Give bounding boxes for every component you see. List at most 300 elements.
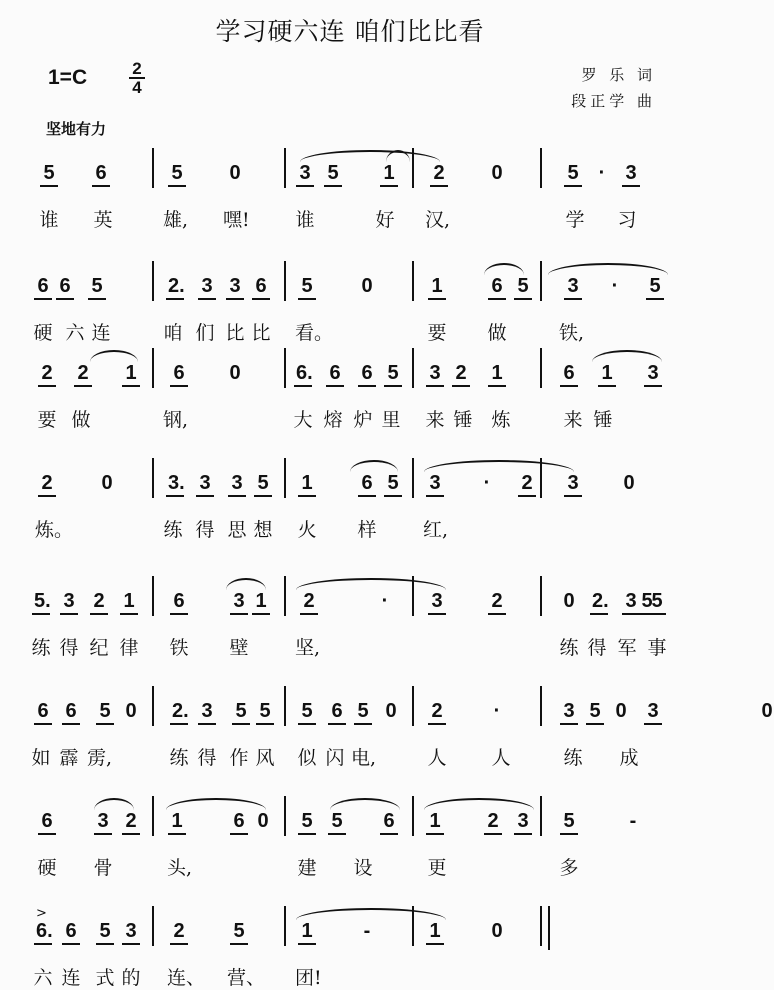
note-underline	[428, 298, 446, 300]
tempo-marking: 坚地有力	[46, 120, 107, 138]
note-underline	[254, 495, 272, 497]
note-underline	[252, 613, 270, 615]
note: 6	[563, 362, 575, 384]
barline	[284, 348, 286, 388]
note: 0	[361, 275, 373, 297]
note: 1	[171, 810, 183, 832]
note-underline	[38, 385, 56, 387]
lyric: 想	[253, 519, 273, 541]
lyric: 壁	[229, 637, 249, 659]
note: 2	[455, 362, 467, 384]
lyric: 练	[563, 747, 583, 769]
note: 0	[229, 162, 241, 184]
note: 3	[233, 590, 245, 612]
lyric: 六	[33, 967, 53, 989]
note: 0	[101, 472, 113, 494]
note: 1	[429, 810, 441, 832]
lyric: 六	[65, 322, 85, 344]
lyric: 得	[587, 637, 607, 659]
note-underline	[298, 833, 316, 835]
barline	[412, 458, 414, 498]
lyricist-credit: 罗 乐 词	[581, 66, 656, 84]
barline	[152, 348, 154, 388]
note-underline	[326, 385, 344, 387]
lyric: 来	[425, 409, 445, 431]
barline	[152, 686, 154, 726]
note: 6	[59, 275, 71, 297]
lyric: 比	[251, 322, 271, 344]
lyric: 霹	[59, 747, 79, 769]
barline	[284, 796, 286, 836]
lyric: 似	[297, 747, 317, 769]
note: 3	[63, 590, 75, 612]
lyric: 骨	[93, 857, 113, 879]
note-underline	[560, 833, 578, 835]
note-underline	[298, 723, 316, 725]
lyric: 团!	[295, 967, 322, 989]
barline	[152, 458, 154, 498]
note: 2	[303, 590, 315, 612]
lyric: 锤	[593, 409, 613, 431]
note: ·	[483, 472, 491, 494]
note: ·	[611, 275, 619, 297]
note: 5	[589, 700, 601, 722]
note-underline	[230, 613, 248, 615]
lyric: 炼	[491, 409, 511, 431]
note: 1	[383, 162, 395, 184]
note-underline	[34, 723, 52, 725]
lyric: 钢,	[163, 409, 189, 431]
note: 6	[173, 590, 185, 612]
lyric: 闪	[325, 747, 345, 769]
note: 3	[229, 275, 241, 297]
slur-arc	[90, 350, 138, 362]
note: ·	[598, 162, 606, 184]
lyric: 炼。	[35, 519, 74, 541]
note: 5	[567, 162, 579, 184]
lyric: 看。	[295, 322, 334, 344]
composer-credit: 段正学 曲	[571, 92, 656, 110]
lyric: 做	[487, 322, 507, 344]
note-underline	[88, 298, 106, 300]
note: 0	[761, 700, 773, 722]
lyric: 们	[195, 322, 215, 344]
note-underline	[586, 723, 604, 725]
note: 0	[229, 362, 241, 384]
note: 3	[625, 162, 637, 184]
note: 5	[99, 700, 111, 722]
note: 5	[517, 275, 529, 297]
barline	[284, 261, 286, 301]
note: 2	[173, 920, 185, 942]
note: 5	[387, 362, 399, 384]
note: 6	[329, 362, 341, 384]
lyric: 比	[225, 322, 245, 344]
lyric: 事	[647, 637, 667, 659]
note-underline	[296, 185, 314, 187]
note-underline	[646, 298, 664, 300]
note-underline	[384, 495, 402, 497]
note: 6	[173, 362, 185, 384]
barline	[548, 906, 550, 950]
note: 2.	[168, 275, 185, 297]
note: 0	[615, 700, 627, 722]
note-underline	[96, 723, 114, 725]
lyric: 谁	[295, 209, 315, 231]
slur-arc	[424, 798, 534, 810]
accent-mark: >	[36, 906, 47, 921]
note-underline	[252, 298, 270, 300]
note: 0	[385, 700, 397, 722]
note: 0	[491, 162, 503, 184]
note-underline	[426, 833, 444, 835]
lyric: 习	[617, 209, 637, 231]
barline	[412, 348, 414, 388]
note: 3	[231, 472, 243, 494]
lyric: 连	[91, 322, 111, 344]
note-underline	[230, 833, 248, 835]
note: 5	[171, 162, 183, 184]
note-underline	[564, 495, 582, 497]
lyric: 练	[559, 637, 579, 659]
note-underline	[384, 385, 402, 387]
note: 0	[563, 590, 575, 612]
lyric: 样	[357, 519, 377, 541]
note-underline	[380, 833, 398, 835]
note: 3	[625, 590, 637, 612]
barline	[284, 458, 286, 498]
lyric: 思	[227, 519, 247, 541]
lyric: 如	[31, 747, 51, 769]
lyric: 建	[297, 857, 317, 879]
note-underline	[514, 298, 532, 300]
note: 2	[93, 590, 105, 612]
lyric: 作	[229, 747, 249, 769]
note-underline	[90, 613, 108, 615]
note-underline	[170, 385, 188, 387]
note: ·	[381, 590, 389, 612]
lyric: 英	[93, 209, 113, 231]
note: 3	[647, 362, 659, 384]
note: 3	[431, 590, 443, 612]
lyric: 练	[31, 637, 51, 659]
note-underline	[38, 495, 56, 497]
slur-arc	[296, 578, 446, 590]
note: 6	[233, 810, 245, 832]
lyric: 坚,	[295, 637, 321, 659]
lyric: 大	[293, 409, 313, 431]
lyric: 铁	[169, 637, 189, 659]
note: 5	[301, 275, 313, 297]
note: 1	[301, 472, 313, 494]
time-signature	[128, 60, 146, 96]
lyric: 纪	[89, 637, 109, 659]
note-underline	[380, 185, 398, 187]
barline	[284, 906, 286, 946]
slur-arc	[296, 908, 446, 920]
lyric: 来	[563, 409, 583, 431]
slur-arc	[300, 150, 440, 162]
slur-arc	[592, 350, 662, 362]
note-underline	[94, 833, 112, 835]
note: 6	[491, 275, 503, 297]
note: 3	[429, 362, 441, 384]
time-signature-top: 2	[132, 59, 142, 78]
note-underline	[170, 613, 188, 615]
note-underline	[198, 723, 216, 725]
note: 6	[331, 700, 343, 722]
note: 2	[433, 162, 445, 184]
lyric: 谁	[39, 209, 59, 231]
lyric: 人	[491, 747, 511, 769]
note: 5	[357, 700, 369, 722]
lyric: 风	[255, 747, 275, 769]
lyric: 要	[427, 322, 447, 344]
note-underline	[62, 723, 80, 725]
note-underline	[120, 613, 138, 615]
note: 6.	[36, 920, 53, 942]
note: 3	[201, 275, 213, 297]
note-underline	[168, 833, 186, 835]
barline	[540, 576, 542, 616]
note-underline	[428, 723, 446, 725]
note-underline	[74, 385, 92, 387]
barline	[540, 261, 542, 301]
note-underline	[518, 495, 536, 497]
lyric: 设	[353, 857, 373, 879]
lyric: 连	[61, 967, 81, 989]
note-underline	[590, 613, 608, 615]
lyric: 学	[565, 209, 585, 231]
note: 5	[233, 920, 245, 942]
note-underline	[428, 613, 446, 615]
note: 3	[299, 162, 311, 184]
note-underline	[564, 185, 582, 187]
note: 5	[641, 590, 653, 612]
note-underline	[514, 833, 532, 835]
note: 6	[95, 162, 107, 184]
note: 5	[651, 590, 663, 612]
note: 3	[517, 810, 529, 832]
lyric: 熔	[323, 409, 343, 431]
note: 5	[235, 700, 247, 722]
lyric: 多	[559, 857, 579, 879]
note: 3	[647, 700, 659, 722]
note: 2.	[592, 590, 609, 612]
note-underline	[560, 385, 578, 387]
lyric: 得	[197, 747, 217, 769]
note: 1	[301, 920, 313, 942]
slur-arc	[424, 460, 574, 472]
note: 1	[429, 920, 441, 942]
note: -	[363, 920, 371, 942]
note-underline	[298, 943, 316, 945]
key-signature: 1=C	[48, 66, 88, 89]
note-underline	[564, 298, 582, 300]
barline	[152, 576, 154, 616]
lyric: 要	[37, 409, 57, 431]
slur-arc	[226, 578, 266, 590]
time-signature-bottom: 4	[132, 78, 142, 97]
lyric: 嘿!	[223, 209, 250, 231]
note-underline	[230, 943, 248, 945]
note-underline	[170, 723, 188, 725]
lyric: 律	[119, 637, 139, 659]
slur-arc	[548, 263, 668, 275]
note-underline	[196, 495, 214, 497]
lyric: 硬	[37, 857, 57, 879]
note-underline	[622, 185, 640, 187]
note-underline	[122, 943, 140, 945]
note: 1	[491, 362, 503, 384]
note: 2	[521, 472, 533, 494]
note: 5	[563, 810, 575, 832]
lyric: 锤	[453, 409, 473, 431]
note: 1	[431, 275, 443, 297]
note-underline	[168, 185, 186, 187]
note-underline	[38, 833, 56, 835]
lyric: 咱	[163, 322, 183, 344]
lyric: 雳,	[87, 747, 113, 769]
barline	[412, 796, 414, 836]
note: 5	[301, 700, 313, 722]
barline	[540, 148, 542, 188]
note-underline	[644, 385, 662, 387]
note: 6	[361, 362, 373, 384]
lyric: 炉	[353, 409, 373, 431]
note-underline	[56, 298, 74, 300]
lyric: 成	[619, 747, 639, 769]
note: 5	[43, 162, 55, 184]
note: 2.	[172, 700, 189, 722]
lyric: 更	[427, 857, 447, 879]
barline	[152, 148, 154, 188]
lyric: 得	[59, 637, 79, 659]
note: 2	[491, 590, 503, 612]
note: 6	[37, 700, 49, 722]
note: 1	[123, 590, 135, 612]
note-underline	[358, 495, 376, 497]
lyric: 练	[169, 747, 189, 769]
barline	[284, 576, 286, 616]
barline	[540, 686, 542, 726]
note: 2	[431, 700, 443, 722]
note-underline	[638, 613, 656, 615]
note: 0	[623, 472, 635, 494]
song-title: 学习硬六连 咱们比比看	[215, 17, 485, 46]
slur-arc	[484, 263, 524, 275]
lyric: 红,	[423, 519, 449, 541]
note-underline	[452, 385, 470, 387]
note: 5	[327, 162, 339, 184]
note: 0	[125, 700, 137, 722]
note: 1	[601, 362, 613, 384]
note: 6.	[296, 362, 313, 384]
note-underline	[198, 298, 216, 300]
note: 5	[259, 700, 271, 722]
note: 6	[37, 275, 49, 297]
note: 2	[487, 810, 499, 832]
note: 3	[97, 810, 109, 832]
note-underline	[644, 723, 662, 725]
note-underline	[294, 385, 312, 387]
note-underline	[232, 723, 250, 725]
note-underline	[62, 943, 80, 945]
note-underline	[484, 833, 502, 835]
slur-arc	[94, 798, 134, 810]
note: 3	[567, 275, 579, 297]
lyric: 里	[381, 409, 401, 431]
note-underline	[228, 495, 246, 497]
note-underline	[34, 943, 52, 945]
note-underline	[166, 495, 184, 497]
barline	[540, 796, 542, 836]
lyric: 汉,	[425, 209, 451, 231]
note-underline	[92, 185, 110, 187]
note: 5	[331, 810, 343, 832]
barline	[540, 906, 542, 946]
barline	[284, 686, 286, 726]
lyric: 电,	[351, 747, 377, 769]
note: 3	[567, 472, 579, 494]
note-underline	[298, 298, 316, 300]
note-underline	[32, 613, 50, 615]
lyric: 得	[195, 519, 215, 541]
slur-arc	[350, 460, 398, 472]
note: 2	[41, 472, 53, 494]
note: ·	[493, 700, 501, 722]
note-underline	[300, 613, 318, 615]
note-underline	[488, 613, 506, 615]
note: 3	[563, 700, 575, 722]
barline	[412, 686, 414, 726]
lyric: 做	[71, 409, 91, 431]
note: 6	[361, 472, 373, 494]
note-underline	[60, 613, 78, 615]
note: 0	[491, 920, 503, 942]
barline	[152, 261, 154, 301]
note-underline	[430, 185, 448, 187]
note-underline	[598, 385, 616, 387]
note: 2	[41, 362, 53, 384]
lyric: 的	[121, 967, 141, 989]
note: 3	[429, 472, 441, 494]
note-underline	[426, 943, 444, 945]
note: 6	[65, 920, 77, 942]
slur-arc	[330, 798, 400, 810]
barline	[152, 796, 154, 836]
note: 2	[77, 362, 89, 384]
note-underline	[122, 385, 140, 387]
note-underline	[226, 298, 244, 300]
lyric: 营、	[227, 967, 266, 989]
lyric: 练	[163, 519, 183, 541]
note: 6	[65, 700, 77, 722]
note: 6	[255, 275, 267, 297]
note-underline	[40, 185, 58, 187]
lyric: 头,	[167, 857, 193, 879]
note-underline	[488, 298, 506, 300]
note-underline	[122, 833, 140, 835]
note: 5	[99, 920, 111, 942]
lyric: 铁,	[559, 322, 585, 344]
lyric: 人	[427, 747, 447, 769]
note-underline	[358, 385, 376, 387]
slur-arc	[166, 798, 266, 810]
note-underline	[488, 385, 506, 387]
note: 5	[91, 275, 103, 297]
note: 2	[125, 810, 137, 832]
